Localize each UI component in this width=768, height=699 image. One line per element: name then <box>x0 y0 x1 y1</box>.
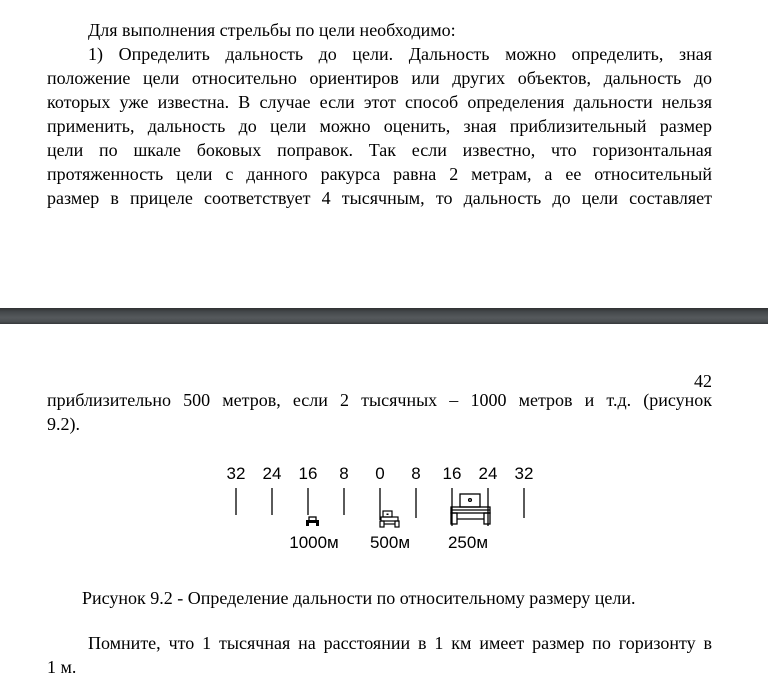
tank-icon-medium <box>380 511 399 527</box>
scale-label: 8 <box>339 464 349 483</box>
text-line: Помните, что 1 тысячная на расстоянии в 1 км имеет размер по горизонту в <box>88 633 712 653</box>
scale-label: 24 <box>262 464 282 483</box>
tank-icon-large <box>451 494 490 524</box>
scale-label: 32 <box>226 464 246 483</box>
paragraph-note <box>47 631 712 679</box>
text-line: протяженность цели с данного ракурса равна 2 метрам, а ее относительный <box>47 164 712 184</box>
text-line: 9.2). <box>47 414 80 434</box>
text-line: положение цели относительно ориентиров или других объектов, дальность до <box>47 68 712 88</box>
page-number: 42 <box>694 371 712 391</box>
distance-label: 250м <box>447 533 489 552</box>
scale-label: 16 <box>298 464 318 483</box>
sight-scale-diagram <box>220 458 540 558</box>
document-page-top <box>0 0 768 308</box>
distance-label: 1000м <box>289 533 339 552</box>
text-line: 1 м. <box>47 657 77 677</box>
text-line: которых уже известна. В случае если этот способ определения дальности нельзя <box>47 92 712 112</box>
scale-label: 8 <box>411 464 421 483</box>
scale-label: 24 <box>478 464 498 483</box>
paragraph-1 <box>47 18 712 210</box>
text-line: приблизительно 500 метров, если 2 тысячных – 1000 метров и т.д. (рисунок <box>47 390 712 410</box>
scale-label: 16 <box>442 464 462 483</box>
paragraph-continuation <box>47 388 712 436</box>
scale-label: 32 <box>514 464 534 483</box>
text-line: Для выполнения стрельбы по цели необходимо: <box>88 20 456 40</box>
text-line: цели по шкале боковых поправок. Так если известно, что горизонтальная <box>47 140 712 160</box>
figure-sight-scale <box>220 458 540 558</box>
text-line: размер в прицеле соответствует 4 тысячным, то дальность до цели составляет <box>47 188 712 208</box>
distance-label: 500м <box>369 533 411 552</box>
text-line: 1) Определить дальность до цели. Дальность можно определить, зная <box>88 44 712 64</box>
text-line: применить, дальность до цели можно оценить, зная приблизительный размер <box>47 116 712 136</box>
figure-caption: Рисунок 9.2 - Определение дальности по относительному размеру цели. <box>82 588 636 608</box>
scale-label: 0 <box>375 464 385 483</box>
page-separator <box>0 308 768 324</box>
tank-icon-small <box>306 517 319 526</box>
